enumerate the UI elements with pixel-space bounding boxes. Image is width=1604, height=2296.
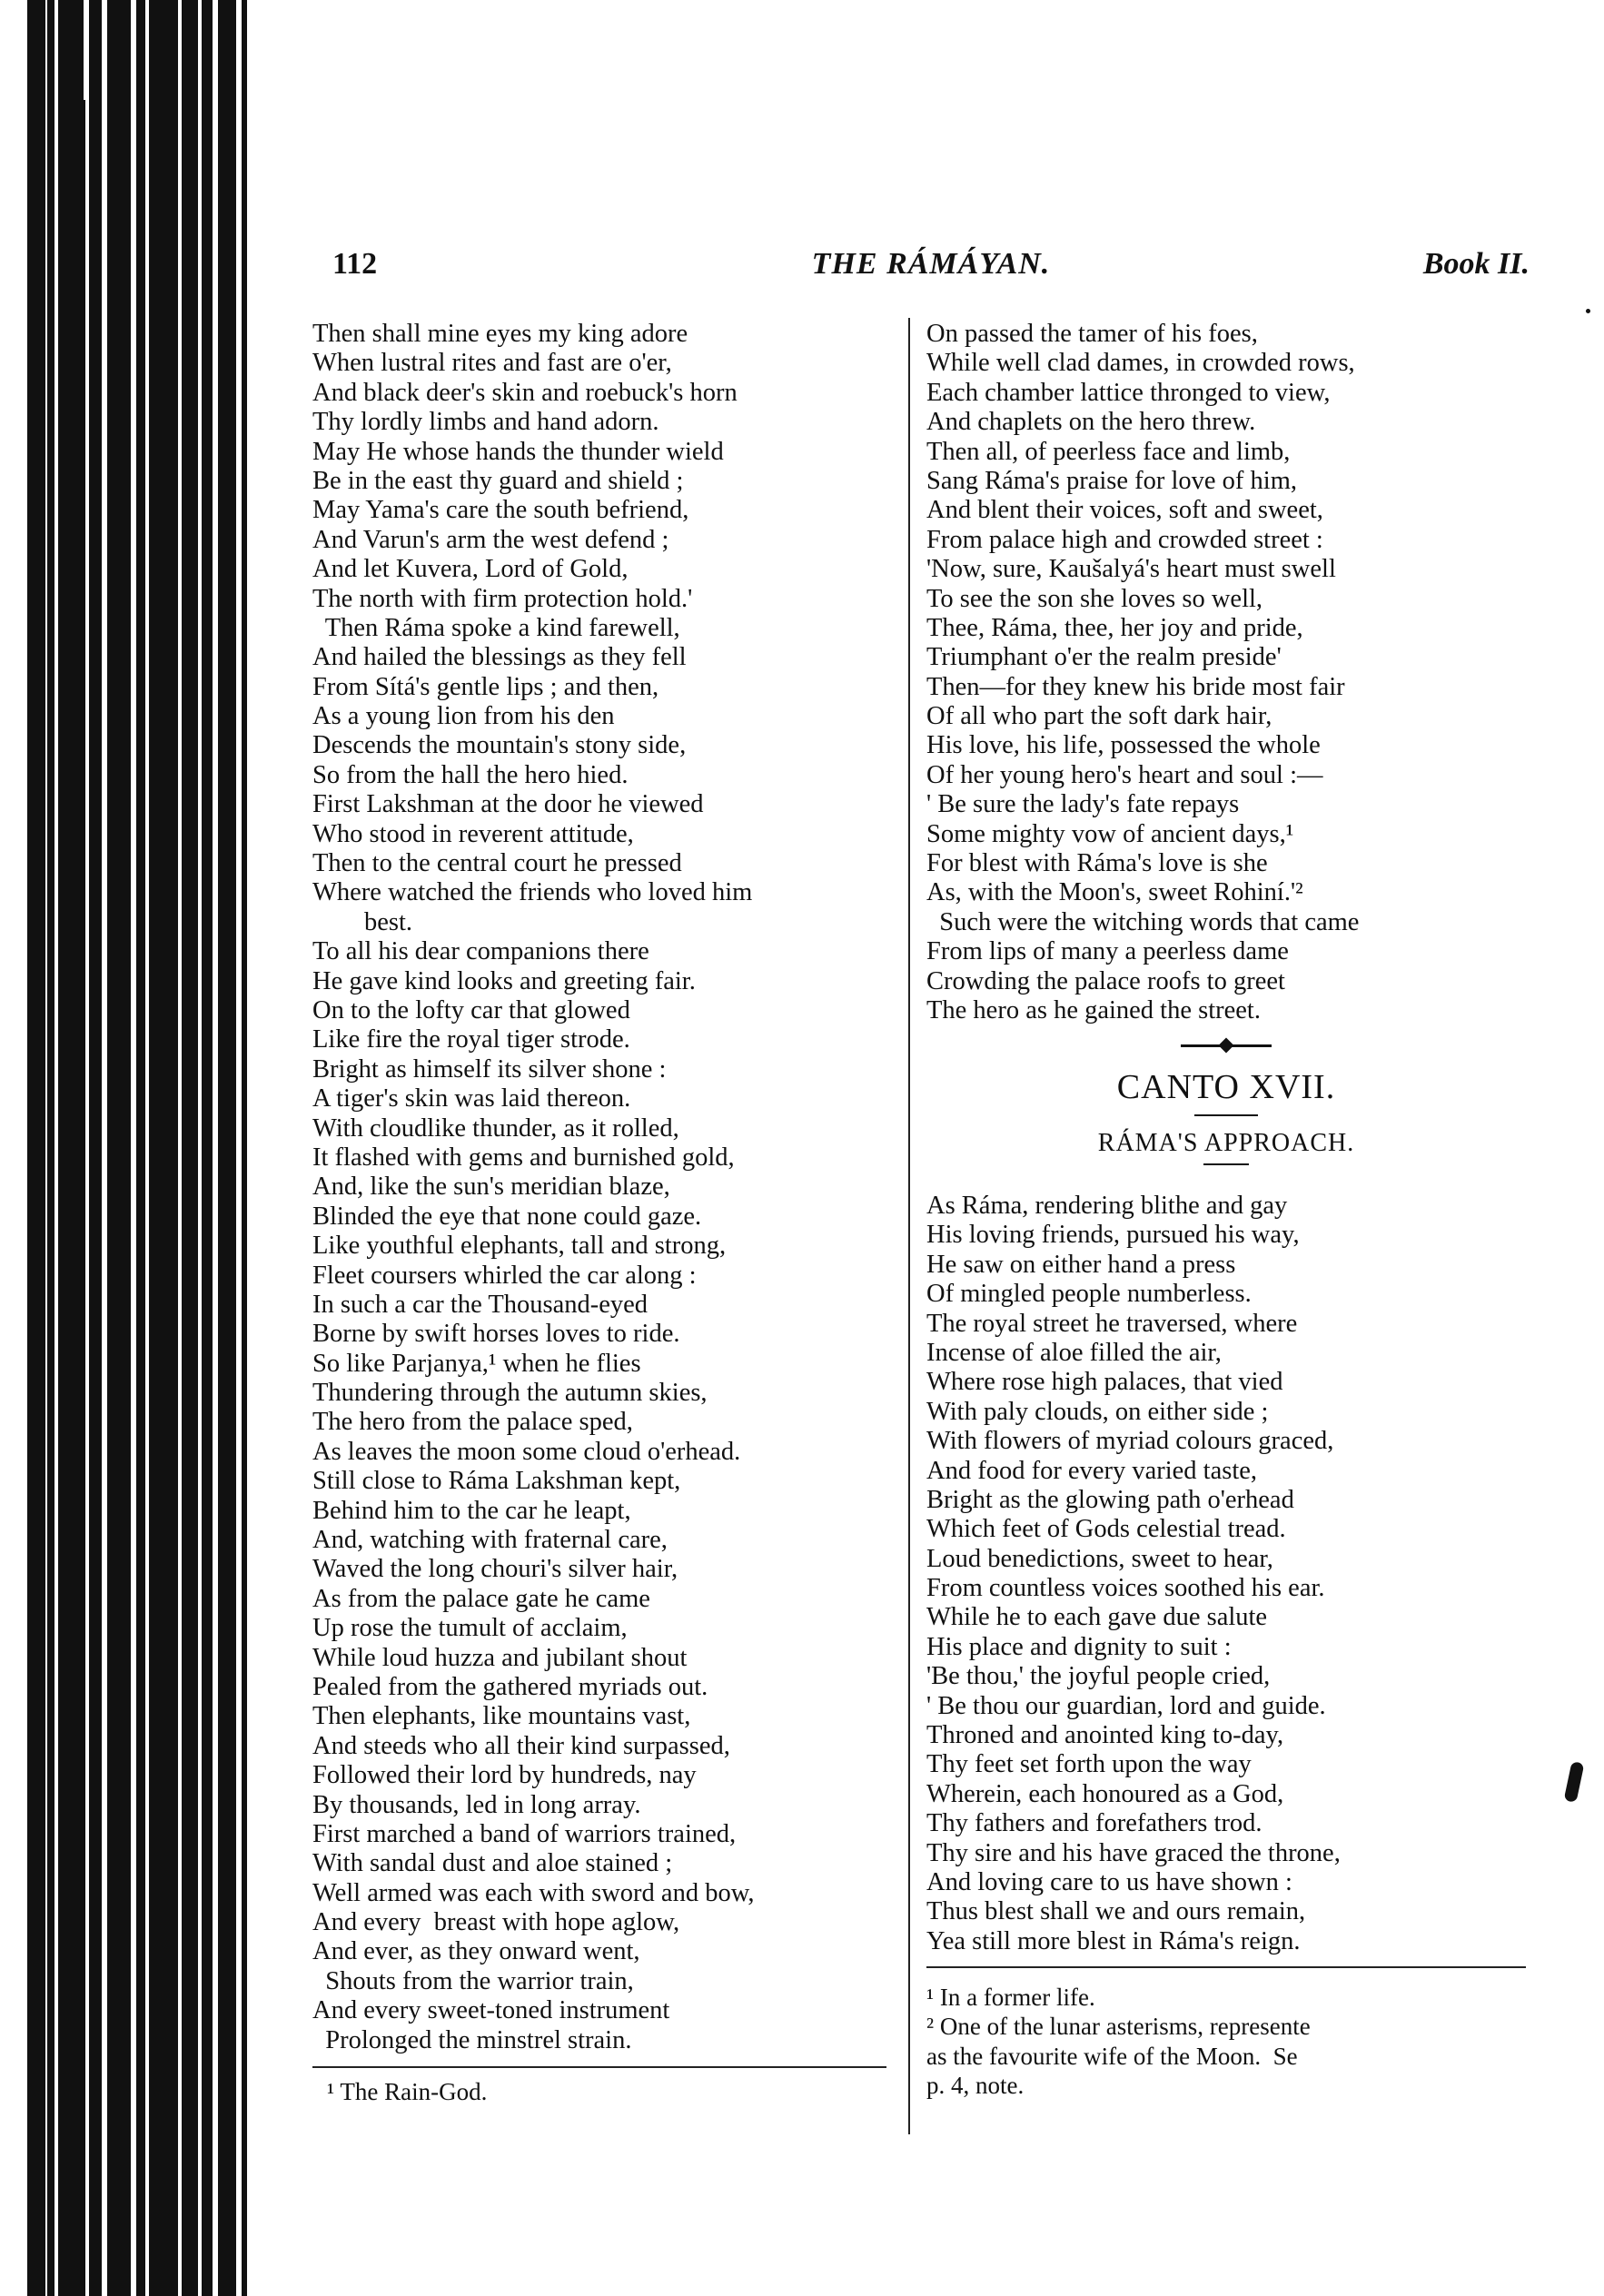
verse-line: Bright as the glowing path o'erhead [926, 1485, 1294, 1514]
verse-line: For blest with Ráma's love is she [926, 849, 1268, 878]
verse-line: Pealed from the gathered myriads out. [312, 1672, 708, 1701]
verse-line: ' Be sure the lady's fate repays [926, 790, 1240, 819]
verse-line: To all his dear companions there [312, 937, 649, 966]
verse-line: First marched a band of warriors trained, [312, 1819, 737, 1848]
verse-line: As a young lion from his den [312, 702, 615, 731]
verse-line: And loving care to us have shown : [926, 1867, 1292, 1896]
verse-line: Thus blest shall we and ours remain, [926, 1897, 1306, 1926]
verse-line: On passed the tamer of his foes, [926, 320, 1258, 348]
running-title: THE RÁMÁYAN. [811, 247, 1051, 281]
verse-line: And every sweet-toned instrument [312, 1996, 670, 2025]
verse-line: Of all who part the soft dark hair, [926, 702, 1272, 731]
verse-line: Where rose high palaces, that vied [926, 1368, 1283, 1397]
left-column-verse [312, 320, 890, 2055]
verse-line: Bright as himself its silver shone : [312, 1054, 667, 1084]
scan-speck [1586, 309, 1590, 313]
verse-line: Prolonged the minstrel strain. [312, 2025, 632, 2054]
verse-line: Blinded the eye that none could gaze. [312, 1202, 702, 1231]
footnote-line: ¹ The Rain-God. [327, 2078, 488, 2105]
verse-line: Which feet of Gods celestial tread. [926, 1515, 1286, 1544]
footnote-line: as the favourite wife of the Moon. Se [926, 2042, 1298, 2070]
verse-line: The hero from the palace sped, [312, 1408, 633, 1437]
verse-line: From Sítá's gentle lips ; and then, [312, 672, 659, 701]
footnote-line: p. 4, note. [926, 2072, 1025, 2100]
verse-line: With cloudlike thunder, as it rolled, [312, 1113, 679, 1143]
verse-line: His place and dignity to suit : [926, 1632, 1232, 1661]
right-column-verse-bottom [926, 1192, 1526, 1956]
verse-line: Thy lordly limbs and hand adorn. [312, 408, 659, 437]
footnotes-left [327, 2077, 487, 2106]
verse-line: With flowers of myriad colours graced, [926, 1427, 1334, 1456]
verse-line: Borne by swift horses loves to ride. [312, 1320, 680, 1349]
book-label: Book II. [1422, 247, 1530, 281]
verse-line: Such were the witching words that came [926, 907, 1360, 936]
verse-line: As Ráma, rendering blithe and gay [926, 1192, 1288, 1220]
subtitle-rule [1203, 1163, 1249, 1165]
verse-line: Still close to Ráma Lakshman kept, [312, 1467, 681, 1496]
ornamental-rule [1181, 1044, 1272, 1047]
verse-line: Crowding the palace roofs to greet [926, 966, 1285, 995]
verse-line: The royal street he traversed, where [926, 1309, 1298, 1338]
verse-line: A tiger's skin was laid thereon. [312, 1084, 631, 1113]
verse-line: Of her young hero's heart and soul :— [926, 760, 1323, 789]
verse-line: Incense of aloe filled the air, [926, 1338, 1222, 1367]
verse-line: And hailed the blessings as they fell [312, 643, 687, 672]
title-rule [1194, 1114, 1258, 1116]
footnote-line: ¹ In a former life. [926, 1984, 1095, 2011]
verse-line: So like Parjanya,¹ when he flies [312, 1349, 641, 1378]
footnote-rule-left [312, 2066, 886, 2068]
verse-line: 'Now, sure, Kaušalyá's heart must swell [926, 555, 1336, 584]
verse-line: Then—for they knew his bride most fair [926, 672, 1345, 701]
verse-line: As leaves the moon some cloud o'erhead. [312, 1437, 741, 1466]
verse-line: Like youthful elephants, tall and strong, [312, 1232, 727, 1261]
verse-line: As, with the Moon's, sweet Rohiní.'² [926, 878, 1303, 907]
verse-line: His loving friends, pursued his way, [926, 1221, 1300, 1250]
page-number: 112 [332, 247, 378, 281]
verse-line: While he to each gave due salute [926, 1603, 1268, 1632]
canto-heading [926, 1044, 1526, 1165]
verse-line: And food for every varied taste, [926, 1456, 1258, 1485]
verse-line: First Lakshman at the door he viewed [312, 790, 704, 819]
verse-line: Waved the long chouri's silver hair, [312, 1555, 678, 1584]
verse-line: Be in the east thy guard and shield ; [312, 466, 684, 495]
verse-line: As from the palace gate he came [312, 1584, 650, 1613]
verse-line: With sandal dust and aloe stained ; [312, 1849, 673, 1878]
footnotes-right [926, 1983, 1526, 2101]
verse-line: And, watching with fraternal care, [312, 1526, 668, 1555]
verse-line: Behind him to the car he leapt, [312, 1496, 631, 1525]
verse-line: best. [312, 907, 413, 936]
verse-line: Triumphant o'er the realm preside' [926, 643, 1282, 672]
page-header [332, 247, 1530, 292]
verse-line: Each chamber lattice thronged to view, [926, 378, 1331, 407]
verse-line: From lips of many a peerless dame [926, 937, 1289, 966]
verse-line: The north with firm protection hold.' [312, 584, 693, 613]
verse-line: With paly clouds, on either side ; [926, 1397, 1269, 1426]
verse-line: On to the lofty car that glowed [312, 995, 630, 1024]
verse-line: And Varun's arm the west defend ; [312, 525, 669, 554]
book-binding-edge [0, 0, 272, 2296]
verse-line: Thee, Ráma, thee, her joy and pride, [926, 613, 1303, 642]
verse-line: Wherein, each honoured as a God, [926, 1779, 1284, 1808]
verse-line: When lustral rites and fast are o'er, [312, 349, 672, 378]
verse-line: May Yama's care the south befriend, [312, 496, 689, 525]
verse-line: From palace high and crowded street : [926, 525, 1323, 554]
verse-line: Descends the mountain's stony side, [312, 731, 687, 760]
verse-line: By thousands, led in long array. [312, 1790, 641, 1819]
verse-line: So from the hall the hero hied. [312, 760, 629, 789]
verse-line: Then to the central court he pressed [312, 849, 682, 878]
verse-line: Up rose the tumult of acclaim, [312, 1614, 628, 1643]
verse-line: He saw on either hand a press [926, 1250, 1236, 1279]
verse-line: Thy fathers and forefathers trod. [926, 1809, 1262, 1838]
verse-line: Followed their lord by hundreds, nay [312, 1761, 697, 1790]
verse-line: Of mingled people numberless. [926, 1280, 1252, 1309]
verse-line: And black deer's skin and roebuck's horn [312, 378, 738, 407]
verse-line: Thy feet set forth upon the way [926, 1750, 1252, 1779]
verse-line: Loud benedictions, sweet to hear, [926, 1544, 1273, 1573]
verse-line: The hero as he gained the street. [926, 995, 1261, 1024]
verse-line: Then all, of peerless face and limb, [926, 437, 1291, 466]
verse-line: And, like the sun's meridian blaze, [312, 1173, 670, 1202]
verse-line: May He whose hands the thunder wield [312, 437, 724, 466]
canto-subtitle: RÁMA'S APPROACH. [1097, 1129, 1355, 1157]
verse-line: Who stood in reverent attitude, [312, 819, 634, 848]
verse-line: To see the son she loves so well, [926, 584, 1263, 613]
verse-line: His love, his life, possessed the whole [926, 731, 1321, 760]
verse-line: Sang Ráma's praise for love of him, [926, 466, 1298, 495]
verse-line: Then elephants, like mountains vast, [312, 1702, 691, 1731]
verse-line: While loud huzza and jubilant shout [312, 1643, 688, 1672]
verse-line: And chaplets on the hero threw. [926, 408, 1256, 437]
ink-blot [1564, 1761, 1585, 1803]
verse-line: Well armed was each with sword and bow, [312, 1878, 755, 1907]
verse-line: And every breast with hope aglow, [312, 1908, 680, 1937]
canto-title: CANTO XVII. [1116, 1068, 1336, 1106]
verse-line: Where watched the friends who loved him [312, 878, 753, 907]
verse-line: Like fire the royal tiger strode. [312, 1025, 630, 1054]
verse-line: ' Be thou our guardian, lord and guide. [926, 1691, 1326, 1720]
verse-line: Yea still more blest in Ráma's reign. [926, 1926, 1301, 1955]
footnote-line: ² One of the lunar asterisms, represente [926, 2013, 1311, 2041]
verse-line: And steeds who all their kind surpassed, [312, 1731, 730, 1760]
verse-line: Shouts from the warrior train, [312, 1966, 634, 1995]
verse-line: From countless voices soothed his ear. [926, 1574, 1325, 1603]
verse-line: And blent their voices, soft and sweet, [926, 496, 1323, 525]
verse-line: It flashed with gems and burnished gold, [312, 1143, 735, 1172]
verse-line: Fleet coursers whirled the car along : [312, 1261, 697, 1290]
verse-line: While well clad dames, in crowded rows, [926, 349, 1355, 378]
footnote-rule-right [926, 1966, 1526, 1968]
verse-line: Thundering through the autumn skies, [312, 1379, 708, 1408]
verse-line: He gave kind looks and greeting fair. [312, 966, 696, 995]
verse-line: 'Be thou,' the joyful people cried, [926, 1662, 1271, 1691]
right-column-verse-top [926, 320, 1526, 1025]
verse-line: Throned and anointed king to-day, [926, 1721, 1284, 1750]
column-divider [908, 318, 910, 2134]
verse-line: Some mighty vow of ancient days,¹ [926, 819, 1294, 848]
verse-line: And let Kuvera, Lord of Gold, [312, 555, 629, 584]
verse-line: In such a car the Thousand-eyed [312, 1290, 649, 1319]
verse-line: Thy sire and his have graced the throne, [926, 1838, 1341, 1867]
verse-line: Then Ráma spoke a kind farewell, [312, 613, 680, 642]
verse-line: Then shall mine eyes my king adore [312, 320, 688, 348]
verse-line: And ever, as they onward went, [312, 1937, 640, 1966]
